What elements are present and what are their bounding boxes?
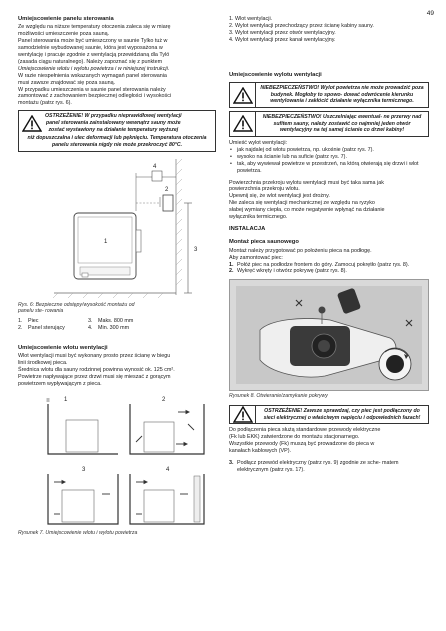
vent-list-item: 1. Wlot wentylacji. <box>229 16 273 22</box>
fig7-label-1: 1 <box>64 396 68 403</box>
vent-list-item: 4. Wylot wentylacji przez kanał wentylacyjny. <box>229 36 336 43</box>
fig7-caption: Rysunek 7. Umiejscowienie wlotu i wylotu powietrza <box>18 529 138 536</box>
warning-triangle-icon <box>230 83 256 107</box>
figure-7 <box>18 394 216 528</box>
step-text: Podłącz przewód elektryczny (patrz rys. 9) zgodnie ze sche- matem elektrycznym (patrz rys. 17). <box>237 459 399 473</box>
panel-line: W razie niespełnienia wskazanych wymagań panel sterowania <box>18 72 167 79</box>
fig7-label-2: 2 <box>162 396 166 403</box>
step-text: Wykręć wkręty i otwórz pokrywę (patrz rys. 8). <box>237 268 347 275</box>
warning-line: zostać wystawiony na działanie temperatury wyższej <box>48 126 179 133</box>
vent-text <box>18 353 216 388</box>
panel-line: możliwości umieszczenie poza sauną. <box>18 31 110 38</box>
vent-area-line: Upewnij się, że wlot wentylacji jest drożny. <box>229 193 330 200</box>
cable-line: (Fk lub EKK) zatwierdzone do montażu stacjonarnego. <box>229 434 360 441</box>
place-intro: Umieść wylot wentylacji: <box>229 139 288 146</box>
outlet-heading: Umiejscowienie wylotu wentylacji <box>229 71 322 78</box>
vent-list-item: 3. Wylot wentylacji przez otwór wentylacyjny. <box>229 29 336 36</box>
place-item: • tak, aby wywiewał powietrze w przestrzeń, na którą otwierają się drzwi i wlot powietrza. <box>229 161 429 175</box>
step-number: 3. <box>229 459 234 466</box>
mount-step <box>229 262 429 269</box>
warning-triangle-icon <box>19 111 45 135</box>
mount-line: Montaż należy przygotować po położeniu pieca na podłogę. <box>229 247 372 254</box>
mount-line: Aby zamontować piec: <box>229 254 283 261</box>
cable-line: kanałach kablowych (VP). <box>229 448 292 455</box>
control-panel <box>163 195 173 211</box>
vent-area-line: Nie zaleca się wentylacji mechanicznej ze względu na ryzyko <box>229 200 375 207</box>
panel-line: Panel sterowania może być umieszczony w saunie Tylko tuż w <box>18 38 168 45</box>
panel-line: musi zawsze znajdować się poza sauną. <box>18 79 116 86</box>
fig8-caption: Rysunek 8. Otwieranie/zamykanie pokrywy <box>229 393 328 400</box>
fig6-label-2: 2 <box>165 186 169 193</box>
warning-triangle-icon <box>230 406 256 423</box>
legend-number: 2. <box>18 324 23 331</box>
vent-list <box>229 16 429 44</box>
page-number: 49 <box>426 10 434 17</box>
panel-heading: Umiejscowienie panelu sterowania <box>18 16 114 22</box>
place-item: • wysoko na ścianie lub na suficie (patrz rys. 7). <box>229 154 429 161</box>
warning-text: NIEBEZPIECZEŃSTWO! Wylot powietrza nie może prowadzić poza budynek. Mogłoby to spowo- dować odwrócenie kierunku wentylowania i zakłócić działanie wyłącznika termicznego. <box>260 85 424 105</box>
fig6-legend <box>18 318 216 332</box>
warning-box-outlet <box>229 82 429 108</box>
fig7-label-4: 4 <box>166 466 170 473</box>
panel-text <box>18 24 216 107</box>
fig7-panel-1 <box>48 397 118 454</box>
cable-line: Wszystkie przewody (Fk) muszą być prowadzone do pieca w <box>229 441 375 448</box>
panel-line: Umiejscowienie wlotu i wylotu powietrza i w niniejszej instrukcji. <box>18 65 170 72</box>
panel-line: (zasada ciągu naturalnego). Należy zapoznać się z punktem <box>18 58 163 65</box>
legend-label: Panel sterujący <box>28 324 65 331</box>
panel-line: samodzielnie wybudowanej saunie, która jest wyposażona w <box>18 45 163 52</box>
figure-8 <box>229 279 429 391</box>
step-text: Połóż piec na podłodze frontem do góry. Zamocuj pokrętło (patrz rys. 8). <box>237 261 410 268</box>
legend-label: Piec <box>28 317 39 324</box>
legend-number: 3. <box>88 317 93 324</box>
warning-text: OSTRZEŻENIE! Zawsze sprawdzaj, czy piec jest podłączony do sieci elektrycznej o właściwym napięciu i odpowiednich fazach! <box>263 408 421 421</box>
panel-line: W przypadku umieszczenia w saunie panel sterowania należy <box>18 86 166 93</box>
vent-area-line: wyłącznika termicznego. <box>229 214 288 221</box>
fig7-panel-3 <box>48 467 118 524</box>
panel-line: montażu (patrz rys. 6). <box>18 100 72 107</box>
right-column <box>229 16 429 474</box>
step-number: 2. <box>229 268 234 275</box>
vent-area-text <box>229 180 429 221</box>
warning-text: NIEBEZPIECZEŃSTWO! Uszczelniając ewentual- ne przerwy nad sufitem sauny, należy zostawić co najmniej jeden otwór wentylacyjny na tej samej ścianie co drzwi kabiny! <box>262 114 422 134</box>
cable-step <box>229 460 429 474</box>
panel-line: zamontować z zachowaniem bezpiecznej odległości i wysokości <box>18 93 172 100</box>
fig7-label-3: 3 <box>82 466 86 473</box>
cable-steps <box>229 460 429 474</box>
warning-triangle-icon <box>230 112 256 136</box>
mount-step <box>229 268 429 275</box>
warning-line: OSTRZEŻENIE! W przypadku nieprawidłowej wentylacji <box>45 113 182 120</box>
panel-line: wentylację i pracuje zgodnie z wentylacją przewidzianą dla Tylö <box>18 52 170 59</box>
vent-line: powietrzem wypływającym z pieca. <box>18 380 102 387</box>
vent-area-line: powierzchnia przekroju wlotu. <box>229 186 300 193</box>
vent-line: linii środkowej pieca. <box>18 360 68 366</box>
fig6-label-1: 1 <box>104 238 108 245</box>
fig7-panel-2 <box>130 397 204 454</box>
warning-box-voltage <box>229 405 429 424</box>
mount-heading: Montaż pieca saunowego <box>229 239 299 246</box>
place-list <box>229 147 429 175</box>
warning-line: panel sterowania zainstalowany wewnątrz sauny może <box>46 119 181 126</box>
warning-box-panel <box>18 110 216 151</box>
vent-line: Wlot wentylacji musi być wykonany prosto przez ścianę w biegu <box>18 353 171 360</box>
legend-label: Maks. 800 mm <box>98 317 134 324</box>
vent-area-line: słabej wymiany ciepła, co może negatywnie wpłynąć na działanie <box>229 207 385 214</box>
legend-label: Min. 300 mm <box>98 324 130 331</box>
place-item: • jak najdalej od wlotu powietrza, np. ukośnie (patrz rys. 7). <box>229 147 429 154</box>
legend-number: 4. <box>88 324 93 331</box>
fig6-caption: Rys. 6: Bezpieczne odstępy/wysokość montażu od panelu ste- rowania <box>18 301 135 315</box>
left-column <box>18 16 216 536</box>
cable-line: Do podłączenia pieca służą standardowe przewody elektryczne <box>229 427 381 434</box>
vent-list-item: 2. Wylot wentylacji przechodzący przez ścianę kabiny sauny. <box>229 22 374 29</box>
install-heading: INSTALACJA <box>229 225 266 232</box>
vent-line: Powietrze napływające przez drzwi musi się mieszać z gorącym <box>18 373 171 380</box>
vent-area-line: Powierzchnia przekroju wylotu wentylacji musi być taka sama jak <box>229 179 384 186</box>
vent-heading: Umiejscowienie wlotu wentylacji <box>18 344 108 351</box>
fig6-label-4: 4 <box>153 163 157 170</box>
figure-6 <box>18 155 216 300</box>
mount-steps <box>229 262 429 276</box>
fig7-panel-4 <box>130 467 204 524</box>
vent-line: Średnica wlotu dla sauny rodzinnej powinna wynosić ok. 125 cm². <box>18 366 175 373</box>
panel-line: Ze względu na niższe temperatury otoczenia zaleca się w miarę <box>18 24 171 31</box>
cable-text <box>229 427 429 455</box>
fig6-label-3: 3 <box>194 246 198 253</box>
legend-number: 1. <box>18 317 23 324</box>
warning-box-ceiling <box>229 111 429 137</box>
warning-tail: niż dopuszczalna i ulec deformacji lub pęknięciu. Temperatura otoczenia panelu sterowania nigdy nie może przekroczyć 80°C. <box>27 135 207 148</box>
step-number: 1. <box>229 261 234 268</box>
